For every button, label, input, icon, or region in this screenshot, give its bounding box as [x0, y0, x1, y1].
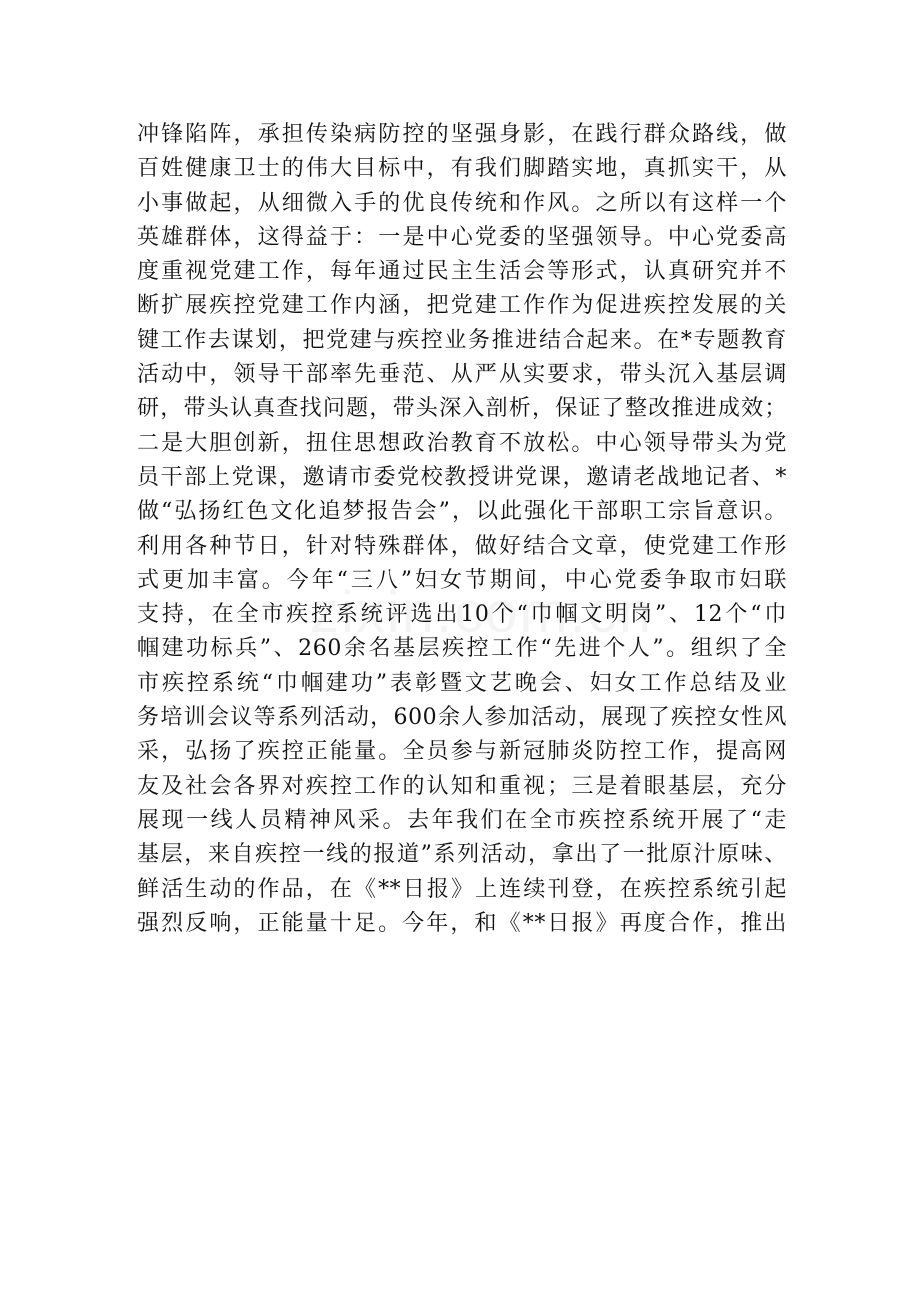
text-line: 市疾控系统“巾帼建功”表彰暨文艺晚会、妇女工作总结及业 [137, 670, 787, 696]
text-line: 展现一线人员精神风采。去年我们在全市疾控系统开展了“走 [137, 807, 787, 833]
text-line: 利用各种节日，针对特殊群体，做好结合文章，使党建工作形 [137, 533, 787, 559]
text-line: 做“弘扬红色文化追梦报告会”，以此强化干部职工宗旨意识。 [137, 499, 787, 525]
text-line: 小事做起，从细微入手的优良传统和作风。之所以有这样一个 [137, 190, 787, 216]
text-line: 活动中，领导干部率先垂范、从严从实要求，带头沉入基层调 [137, 362, 787, 388]
body-paragraph [137, 118, 787, 941]
text-line: 式更加丰富。今年“三八”妇女节期间，中心党委争取市妇联 [137, 567, 787, 593]
text-line: 支持，在全市疾控系统评选出10个“巾帼文明岗”、12个“巾 [137, 602, 787, 628]
text-line: 英雄群体，这得益于：一是中心党委的坚强领导。中心党委高 [137, 224, 787, 250]
text-line: 强烈反响，正能量十足。今年，和《**日报》再度合作，推出 [137, 910, 787, 936]
text-line: 度重视党建工作，每年通过民主生活会等形式，认真研究并不 [137, 259, 787, 285]
text-line: 采，弘扬了疾控正能量。全员参与新冠肺炎防控工作，提高网 [137, 739, 787, 765]
text-line: 鲜活生动的作品，在《**日报》上连续刊登，在疾控系统引起 [137, 876, 787, 902]
text-line: 研，带头认真查找问题，带头深入剖析，保证了整改推进成效； [137, 396, 787, 422]
text-line: 二是大胆创新，扭住思想政治教育不放松。中心领导带头为党 [137, 430, 787, 456]
text-line: 冲锋陷阵，承担传染病防控的坚强身影，在践行群众路线，做 [137, 122, 787, 147]
text-line: 帼建功标兵”、260余名基层疾控工作“先进个人”。组织了全 [137, 636, 787, 662]
text-line: 键工作去谋划，把党建与疾控业务推进结合起来。在*专题教育 [137, 327, 787, 353]
text-line: 断扩展疾控党建工作内涵，把党建工作作为促进疾控发展的关 [137, 293, 787, 319]
text-line: 务培训会议等系列活动，600余人参加活动，展现了疾控女性风 [137, 705, 787, 731]
text-line: 员干部上党课，邀请市委党校教授讲党课，邀请老战地记者、* [137, 464, 787, 490]
text-line: 友及社会各界对疾控工作的认知和重视；三是着眼基层，充分 [137, 773, 787, 799]
text-line: 基层，来自疾控一线的报道”系列活动，拿出了一批原汁原味、 [137, 842, 787, 868]
text-line: 百姓健康卫士的伟大目标中，有我们脚踏实地，真抓实干，从 [137, 156, 787, 182]
